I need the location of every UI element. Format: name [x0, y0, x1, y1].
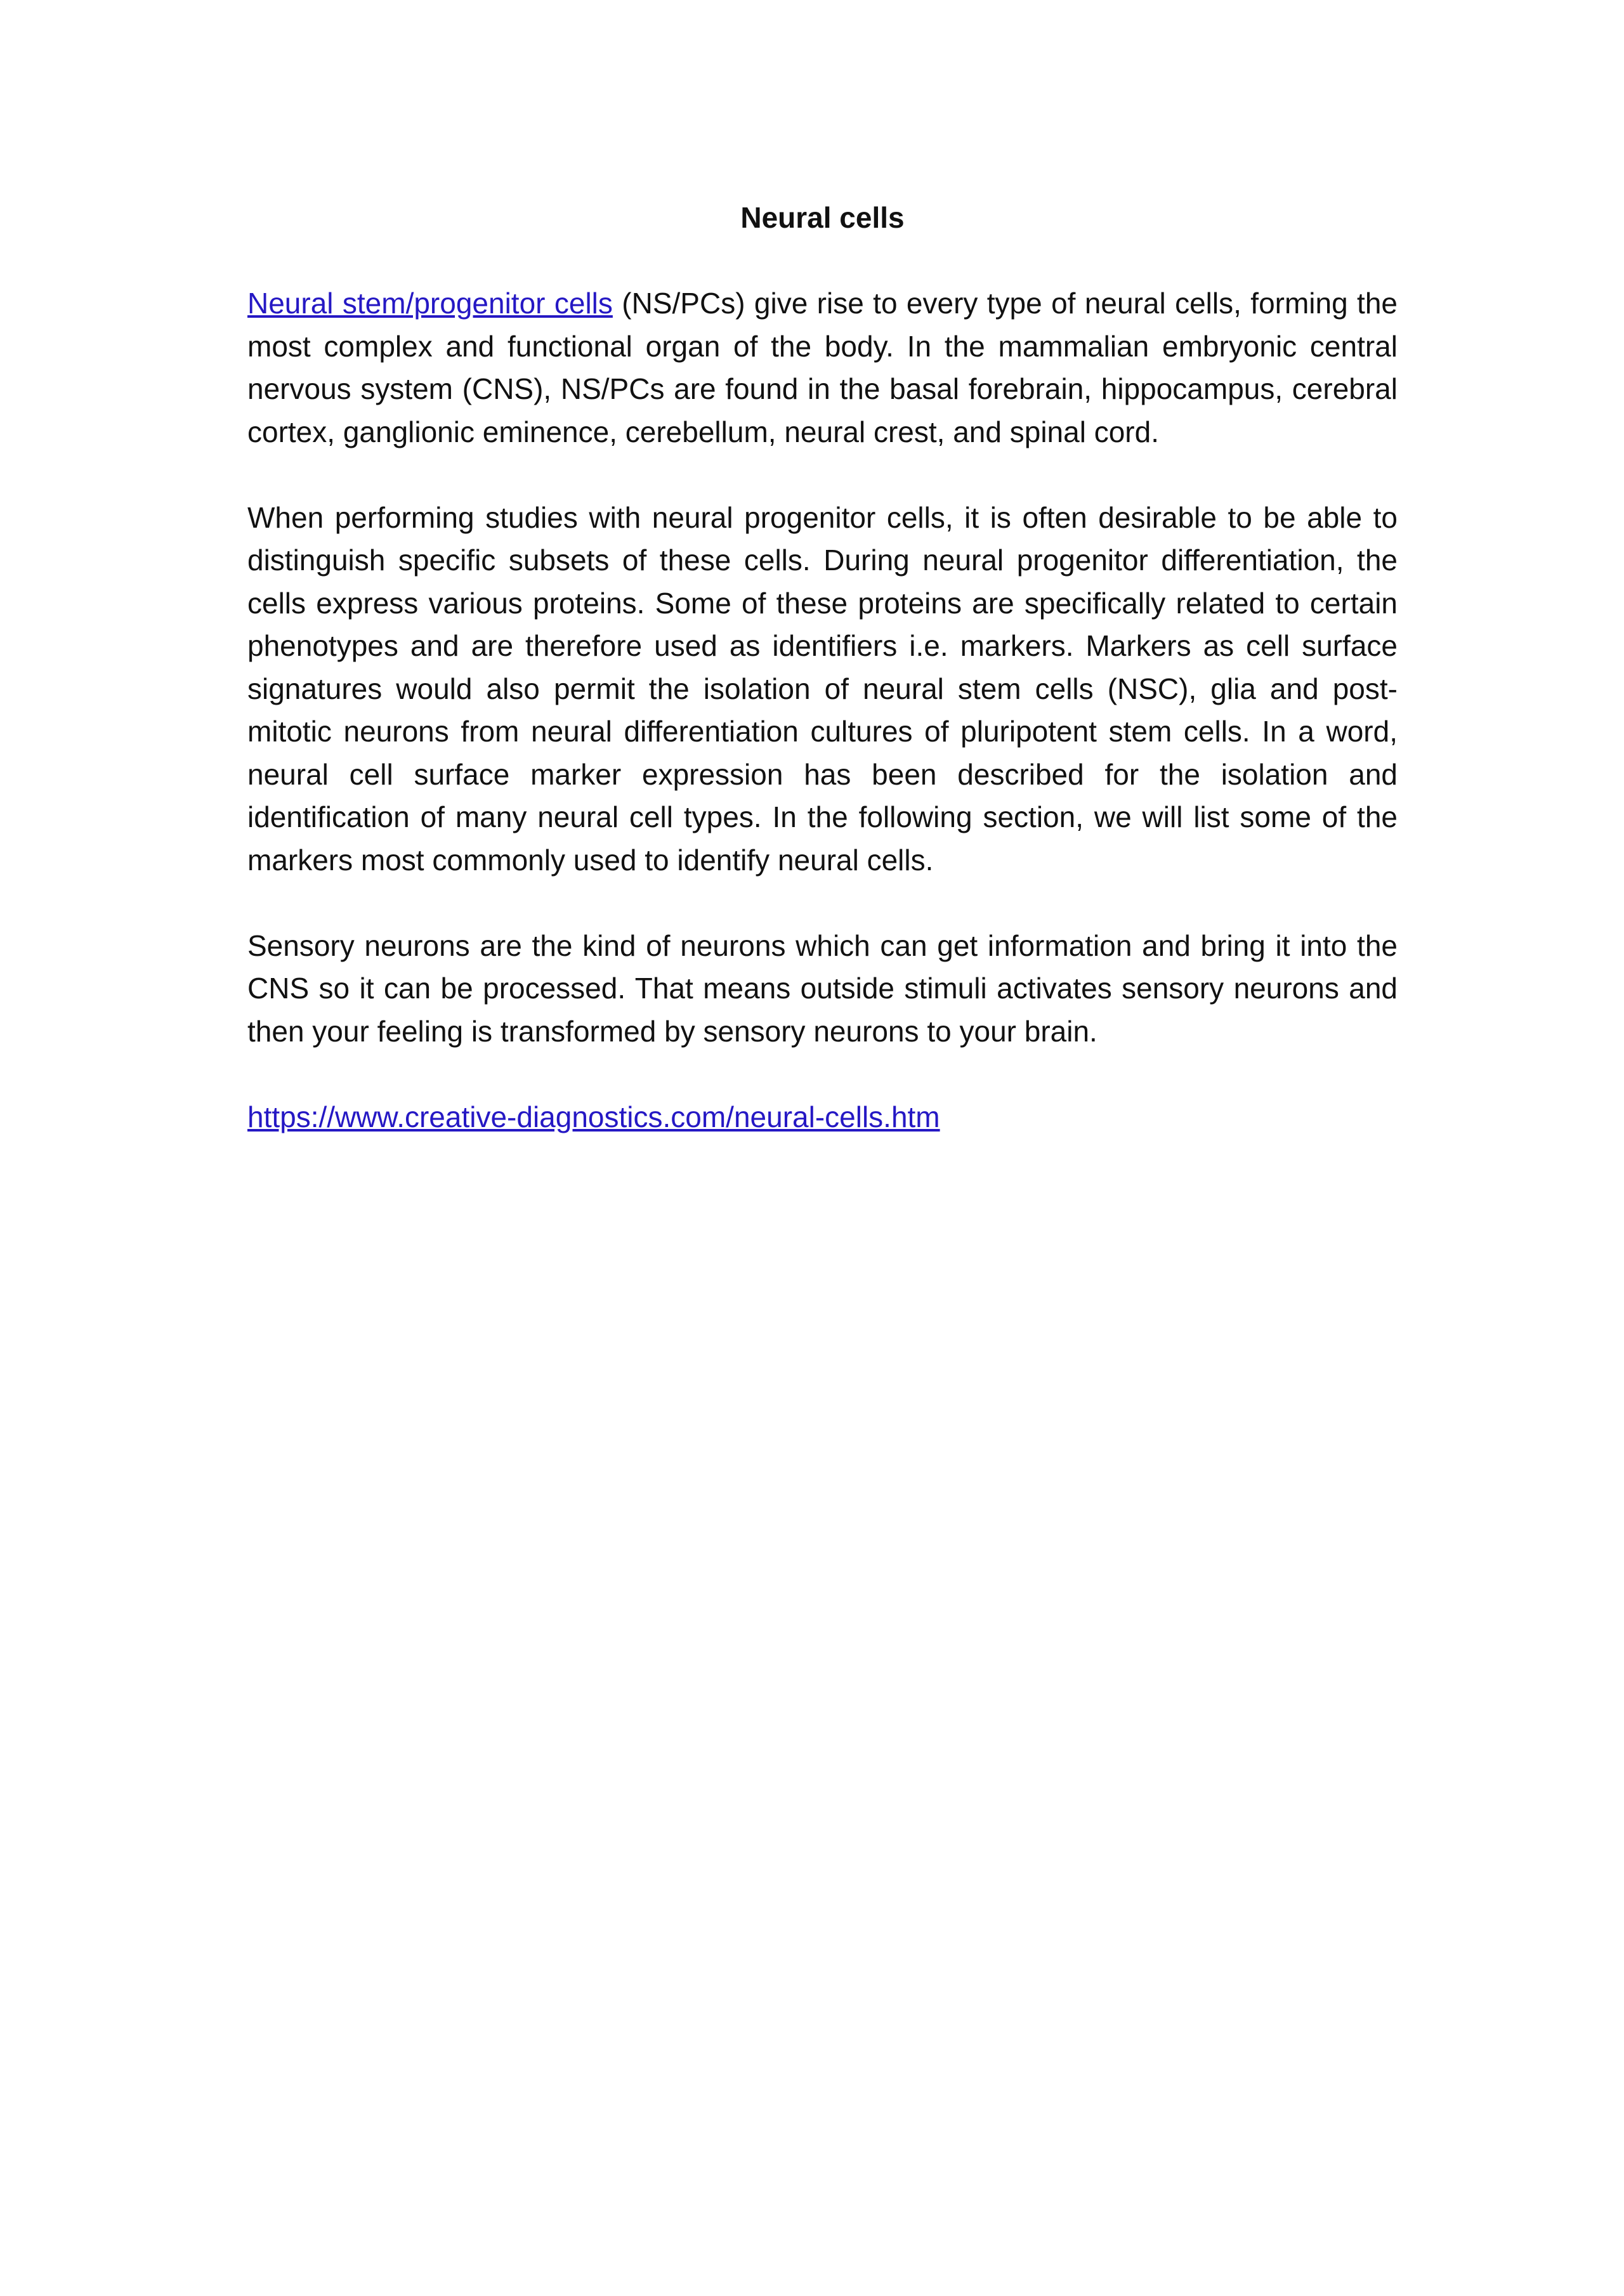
page-title: Neural cells — [740, 201, 905, 234]
source-url-line — [247, 1096, 1398, 1139]
document-body — [247, 197, 1398, 1138]
paragraph-intro — [247, 282, 1398, 453]
paragraph-intro-text: (NS/PCs) give rise to every type of neural cells, forming the most complex and functional organ of the body. In the mammalian embryonic central nervous system (CNS), NS/PCs are found in the basal forebrain, hippocampus, cerebral cortex, ganglionic eminence, cerebellum, neural crest, and spinal cord. — [247, 287, 1398, 448]
paragraph-sensory-neurons: Sensory neurons are the kind of neurons which can get information and bring it into the CNS so it can be processed. That means outside stimuli activates sensory neurons and then your feeling is transformed by sensory neurons to your brain. — [247, 929, 1398, 1048]
neural-stem-cells-link[interactable]: Neural stem/progenitor cells — [247, 287, 613, 320]
source-url-link[interactable]: https://www.creative-diagnostics.com/neural-cells.htm — [247, 1100, 940, 1133]
paragraph-markers: When performing studies with neural progenitor cells, it is often desirable to be able to distinguish specific subsets of these cells. During neural progenitor differentiation, the cells express various proteins. Some of these proteins are specifically related to certain phenotypes and are therefore used as identifiers i.e. markers. Markers as cell surface signatures would also permit the isolation of neural stem cells (NSC), glia and post-mitotic neurons from neural differentiation cultures of pluripotent stem cells. In a word, neural cell surface marker expression has been described for the isolation and identification of many neural cell types. In the following section, we will list some of the markers most commonly used to identify neural cells. — [247, 500, 1398, 877]
